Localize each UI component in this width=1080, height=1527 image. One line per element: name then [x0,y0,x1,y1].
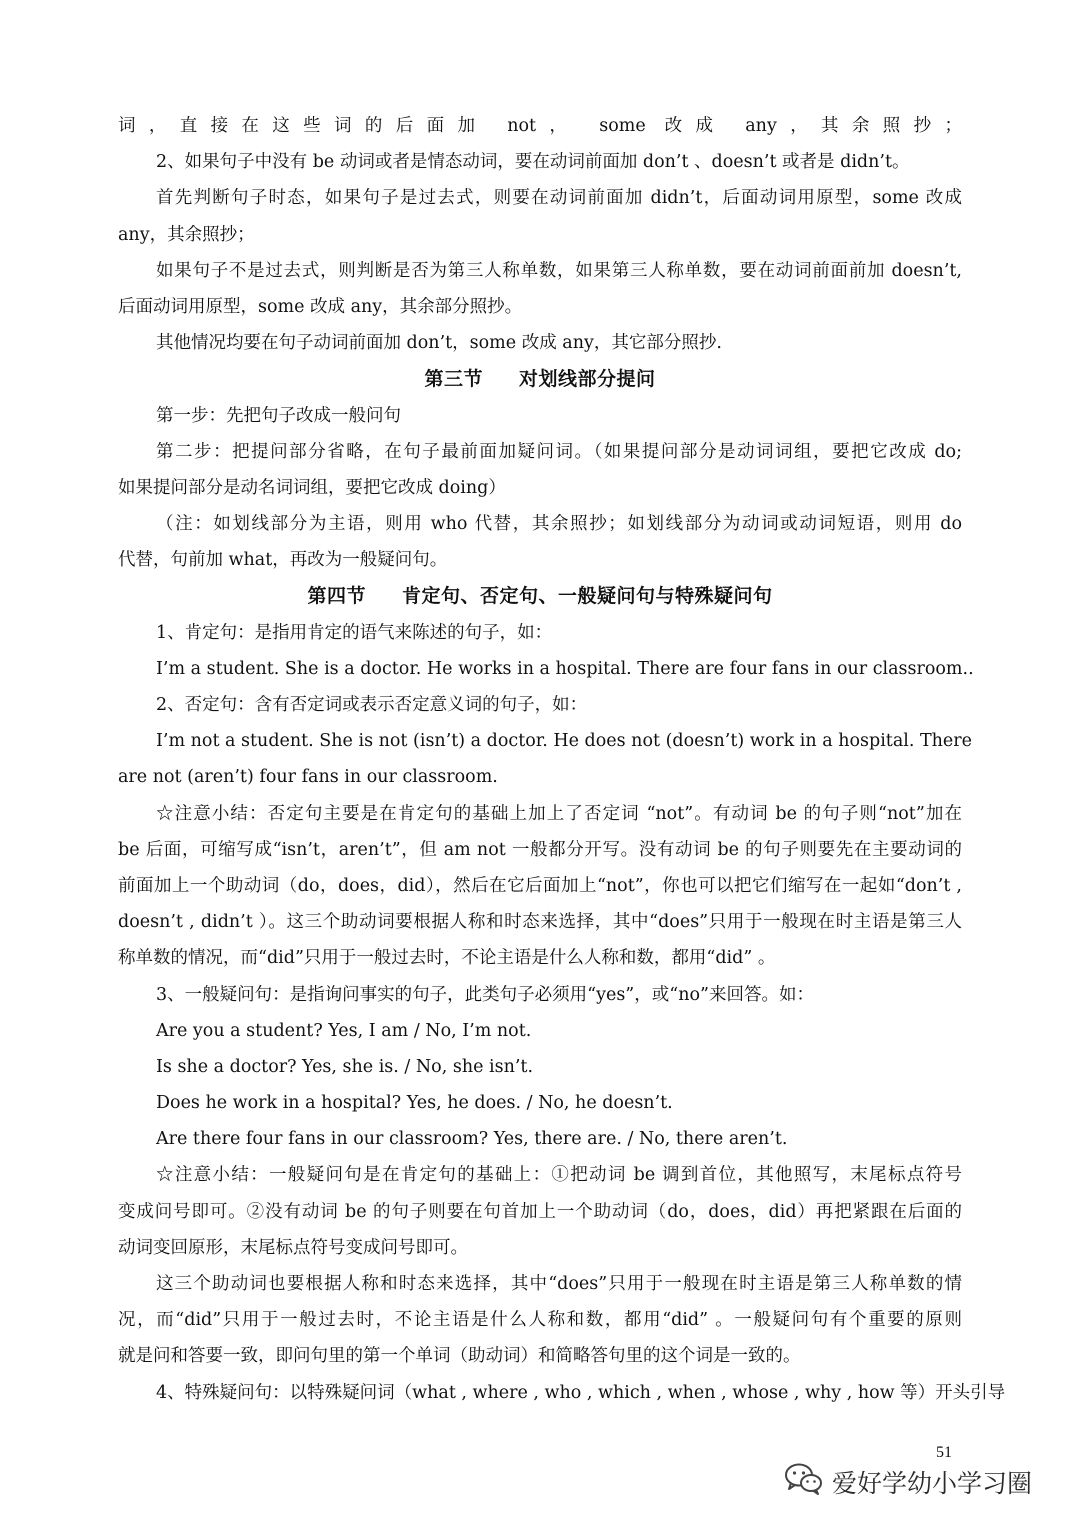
body-line: 首先判断句子时态，如果句子是过去式，则要在动词前面加 didn’t，后面动词用原型，some 改成 [156,188,962,209]
example-line: I’m a student. She is a doctor. He works in a hospital. There are four fans in our classroom.. [156,658,974,679]
page-content [118,108,1006,1411]
body-line: 代替，句前加 what，再改为一般疑问句。 [118,550,448,571]
body-line: 其他情况均要在句子动词前面加 don’t，some 改成 any，其它部分照抄. [156,333,722,354]
body-line: 4、特殊疑问句：以特殊疑问词（what , where , who , which , when , whose , why , how 等）开头引导 [156,1382,1006,1403]
note-line: 动词变回原形，末尾标点符号变成问号即可。 [118,1237,468,1258]
body-line: 后面动词用原型，some 改成 any，其余部分照抄。 [118,296,523,317]
body-line: 这三个助动词也要根据人称和时态来选择，其中“does”只用于一般现在时主语是第三人称单数的情 [156,1274,962,1294]
body-line: （注：如划线部分为主语，则用 who 代替，其余照抄；如划线部分为动词或动词短语，则用 do [156,514,962,535]
body-line: any，其余照抄； [118,224,255,245]
body-line: 2、否定句：含有否定词或表示否定意义词的句子，如： [156,695,588,715]
body-line: 3、一般疑问句：是指询问事实的句子，此类句子必须用“yes”，或“no”来回答。如： [156,984,814,1005]
note-line: ☆注意小结：一般疑问句是在肯定句的基础上：①把动词 be 调到首位，其他照写，末尾标点符号 [156,1165,962,1186]
body-line: 如果句子不是过去式，则判断是否为第三人称单数，如果第三人称单数，要在动词前面前加 doesn’t, [156,260,962,281]
section-heading-3 [118,361,962,397]
note-line: ☆注意小结：否定句主要是在肯定句的基础上加上了否定词 “not”。有动词 be 的句子则“not”加在 [156,803,962,824]
section-heading-4 [118,578,962,614]
note-line: 变成问号即可。②没有动词 be 的句子则要在句首加上一个助动词（do，does，did）再把紧跟在后面的 [118,1201,962,1222]
page-number: 51 [936,1444,952,1461]
example-line: are not (aren’t) four fans in our classroom. [118,767,498,788]
body-line: 1、肯定句：是指用肯定的语气来陈述的句子，如： [156,622,553,643]
body-line: 2、如果句子中没有 be 动词或者是情态动词，要在动词前面加 don’t 、doesn’t 或者是 didn’t。 [156,152,910,173]
body-line: 词，直接在这些词的后面加 not， some 改成 any，其余照抄； [118,116,962,136]
body-line: 况，而“did”只用于一般过去时，不论主语是什么人称和数，都用“did” 。一般疑问句有个重要的原则 [118,1310,962,1331]
note-line: 称单数的情况，而“did”只用于一般过去时，不论主语是什么人称和数，都用“did” 。 [118,948,776,969]
example-line: Does he work in a hospital? Yes, he does. / No, he doesn’t. [156,1093,673,1114]
note-line: 前面加上一个助动词（do，does，did），然后在它后面加上“not”，你也可以把它们缩写在一起如“don’t , [118,875,962,896]
watermark [784,1462,1032,1502]
body-line: 如果提问部分是动名词词组，要把它改成 doing） [118,477,506,498]
example-line: Are there four fans in our classroom? Yes, there are. / No, there aren’t. [156,1129,788,1150]
section-number: 第三节 [424,368,483,391]
note-line: doesn’t , didn’t ）。这三个助动词要根据人称和时态来选择，其中“does”只用于一般现在时主语是第三人 [118,912,962,933]
section-title: 对划线部分提问 [519,368,656,391]
note-line: be 后面，可缩写成“isn’t，aren’t”，但 am not 一般都分开写。没有动词 be 的句子则要先在主要动词的 [118,839,962,860]
body-line: 第一步：先把句子改成一般问句 [156,405,401,426]
watermark-text: 爱好学幼小学习圈 [832,1469,1033,1498]
example-line: Is she a doctor? Yes, she is. / No, she isn’t. [156,1056,534,1077]
body-line: 第二步：把提问部分省略，在句子最前面加疑问词。（如果提问部分是动词词组，要把它改成 do; [156,441,962,462]
section-number: 第四节 [307,585,366,608]
section-title: 肯定句、否定句、一般疑问句与特殊疑问句 [402,585,773,608]
example-line: Are you a student? Yes, I am / No, I’m not. [156,1020,532,1041]
example-line: I’m not a student. She is not (isn’t) a doctor. He does not (doesn’t) work in a hospital. There [156,731,973,752]
wechat-icon [784,1462,832,1502]
body-line: 就是问和答要一致，即问句里的第一个单词（助动词）和简略答句里的这个词是一致的。 [118,1346,801,1367]
